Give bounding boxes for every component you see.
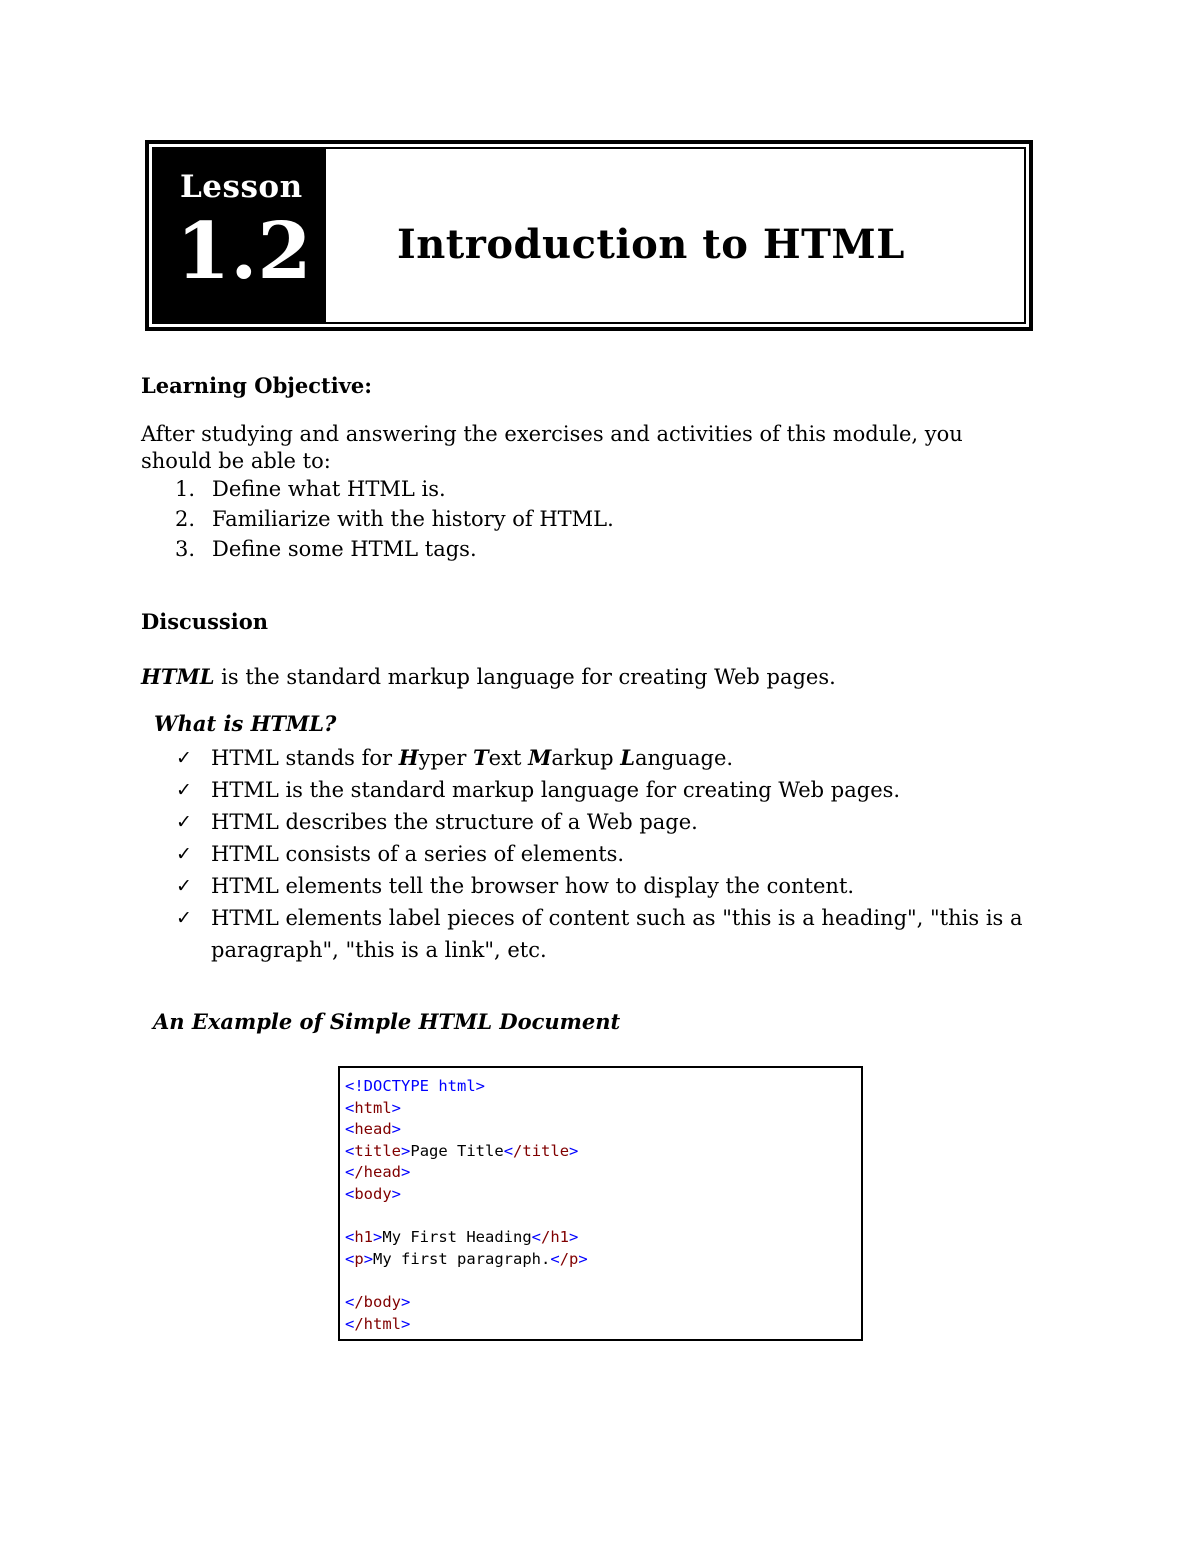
checkmark-icon: ✓ (176, 843, 192, 865)
code-text: Page Title (410, 1141, 504, 1160)
list-item-text: HTML elements label pieces of content such as "this is a heading", "this is a paragraph", "this is a link", etc. (211, 906, 1023, 962)
code-tag: / (513, 1141, 523, 1160)
code-tag: p (354, 1249, 364, 1268)
example-heading: An Example of Simple HTML Document (153, 1009, 621, 1034)
code-tag: /h1 (541, 1228, 570, 1247)
list-item (176, 742, 1071, 774)
code-tag: /p (559, 1249, 579, 1268)
code-tag: body (354, 1184, 392, 1203)
objective-intro-line-1: After studying and answering the exercises and activities of this module, you (141, 422, 963, 446)
list-item-text: Familiarize with the history of HTML. (212, 507, 614, 531)
objective-intro-line-2: should be able to: (141, 449, 331, 473)
code-tag: title (354, 1141, 402, 1160)
list-item-number: 2. (175, 507, 196, 531)
code-tag: title (522, 1141, 570, 1160)
lesson-number-panel (154, 149, 326, 322)
lesson-header-box (145, 140, 1033, 331)
list-item-text: HTML elements tell the browser how to display the content. (211, 874, 855, 898)
lesson-title: Introduction to HTML (397, 221, 905, 268)
code-tag: h1 (354, 1228, 374, 1247)
list-item-text: Define what HTML is. (212, 477, 446, 501)
checkmark-icon: ✓ (176, 875, 192, 897)
list-item (176, 774, 1071, 806)
code-tag: html (354, 1098, 392, 1117)
code-tag: /html (354, 1314, 402, 1333)
html-term: HTML (141, 664, 215, 689)
discussion-lead-rest: is the standard markup language for creating Web pages. (214, 665, 836, 689)
list-item-number: 1. (175, 477, 196, 501)
list-item (176, 902, 1071, 966)
list-item-text: HTML consists of a series of elements. (211, 842, 625, 866)
html-facts-list (176, 742, 1071, 966)
what-is-html-subheading: What is HTML? (154, 711, 337, 736)
code-tag: head (354, 1120, 392, 1139)
code-tag: /body (354, 1292, 402, 1311)
list-item (176, 838, 1071, 870)
discussion-heading: Discussion (141, 609, 268, 634)
list-item-text: HTML describes the structure of a Web page. (211, 810, 698, 834)
discussion-lead (141, 663, 836, 691)
checkmark-icon: ✓ (176, 779, 192, 801)
list-item-text: Define some HTML tags. (212, 537, 477, 561)
lesson-header-inner-frame (152, 147, 1026, 324)
code-tag: /head (354, 1163, 402, 1182)
code-text: My first paragraph. (373, 1249, 551, 1268)
checkmark-icon: ✓ (176, 811, 192, 833)
objective-heading: Learning Objective: (141, 373, 373, 398)
lesson-number: 1.2 (176, 206, 312, 297)
lesson-label: Lesson (180, 169, 303, 205)
code-listing: <!DOCTYPE html> <html> <head> <title>Page Title</title> </head> <body> <h1>My First Heading</h1> <p>My first paragraph.</p> </body> </html> (345, 1077, 588, 1333)
checkmark-icon: ✓ (176, 907, 192, 929)
code-text: My First Heading (382, 1228, 532, 1247)
list-item-text: HTML is the standard markup language for creating Web pages. (211, 778, 901, 802)
list-item (176, 870, 1071, 902)
list-item-number: 3. (175, 537, 196, 561)
checkmark-icon: ✓ (176, 747, 192, 769)
code-example-box (338, 1066, 863, 1341)
list-item (176, 806, 1071, 838)
code-line-doctype: <!DOCTYPE html> (345, 1077, 485, 1095)
list-item-text: HTML stands for Hyper Text Markup Language. (211, 745, 734, 770)
